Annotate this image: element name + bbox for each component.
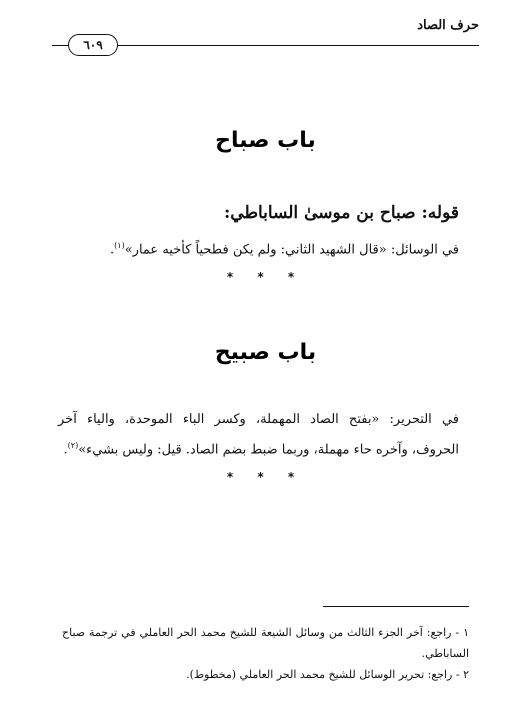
running-title: حرف الصاد bbox=[417, 18, 479, 33]
footnote-1-line2: الساباطي. bbox=[421, 647, 469, 660]
section2-line2-end: . bbox=[63, 442, 68, 458]
entry-heading: قوله: صباح بن موسىٰ الساباطي: bbox=[224, 203, 459, 223]
section2-line1: في التحرير: «بفتح الصاد المهملة، وكسر الباء الموحدة، والياء آخر bbox=[58, 412, 459, 427]
section1-text-line bbox=[58, 236, 459, 260]
section-divider-2: * * * bbox=[226, 470, 305, 484]
footnote-rule bbox=[323, 606, 469, 607]
section1-line1: في الوسائل: «قال الشهيد الثاني: ولم يكن فطحياً كأخيه عمار» bbox=[124, 242, 459, 258]
page-number: ٦٠٩ bbox=[68, 34, 118, 56]
section2-line2: الحروف، وآخره حاء مهملة، وربما ضبط بضم الصاد. قيل: وليس بشيء» bbox=[78, 442, 459, 458]
chapter-title-sabih: باب صبيح bbox=[214, 340, 317, 365]
section-divider-1: * * * bbox=[226, 270, 305, 284]
section2-text-line bbox=[58, 436, 459, 460]
footnote-ref-1: (١) bbox=[114, 241, 125, 250]
chapter-title-sabah: باب صباح bbox=[215, 128, 316, 153]
footnote-ref-2: (٢) bbox=[67, 441, 79, 450]
footnote-2: ٢ - راجع: تحرير الوسائل للشيخ محمد الحر العاملي (مخطوط). bbox=[186, 668, 469, 681]
section1-line1-end: . bbox=[110, 242, 115, 258]
footnote-1-line1: ١ - راجع: آخر الجزء الثالث من وسائل الشيعة للشيخ محمد الحر العاملي في ترجمة صباح bbox=[62, 626, 469, 639]
